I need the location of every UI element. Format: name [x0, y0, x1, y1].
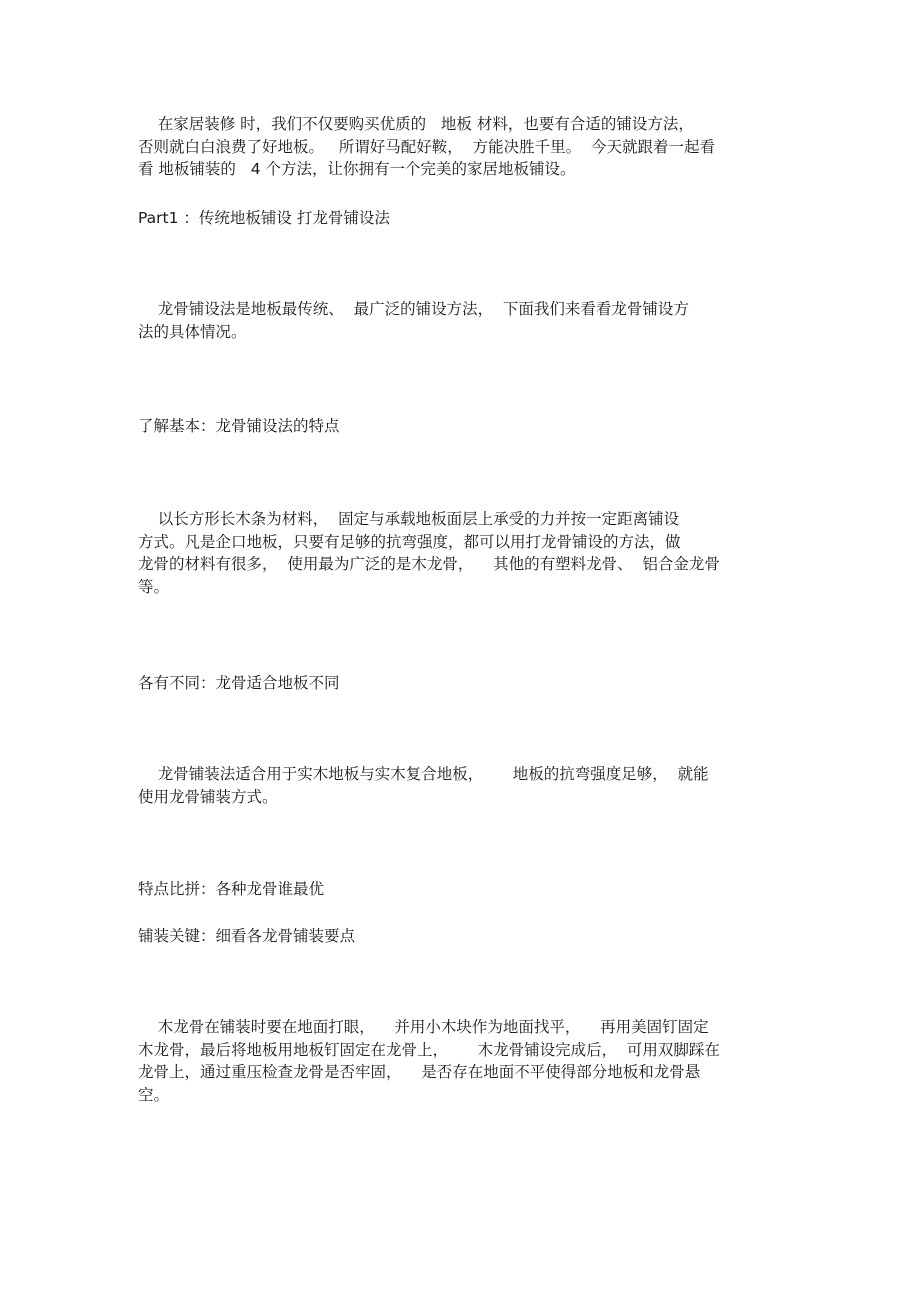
suitability-paragraph	[138, 763, 783, 808]
keel-features-paragraph	[138, 508, 783, 598]
text-line: 在家居装修 时，我们不仅要购买优质的 地板 材料，也要有合适的铺设方法，	[138, 115, 694, 133]
text-line: 空。	[138, 1085, 170, 1104]
text-line: 龙骨铺设法是地板最传统、 最广泛的铺设方法， 下面我们来看看龙骨铺设方	[138, 300, 689, 318]
subheading-differences: 各有不同：龙骨适合地板不同	[138, 674, 340, 692]
text-line: 龙骨的材料有很多， 使用最为广泛的是木龙骨， 其他的有塑料龙骨、 铝合金龙骨	[138, 555, 720, 573]
text-line: 法的具体情况。	[138, 322, 247, 341]
intro-paragraph	[138, 113, 783, 181]
text-line: 方式。凡是企口地板，只要有足够的抗弯强度，都可以用打龙骨铺设的方法，做	[138, 532, 681, 551]
text-line: 龙骨铺装法适合用于实木地板与实木复合地板， 地板的抗弯强度足够， 就能	[138, 765, 709, 783]
text-line: 木龙骨在铺装时要在地面打眼， 并用小木块作为地面找平， 再用美固钉固定	[138, 1018, 709, 1036]
text-line: 等。	[138, 577, 170, 596]
text-line: 以长方形长木条为材料， 固定与承载地板面层上承受的力并按一定距离铺设	[138, 510, 680, 528]
section-heading-part1: Part1 ：传统地板铺设 打龙骨铺设法	[138, 209, 390, 227]
wood-keel-paragraph	[138, 1016, 783, 1106]
keel-intro-paragraph	[138, 298, 783, 343]
text-line: 木龙骨，最后将地板用地板钉固定在龙骨上， 木龙骨铺设完成后， 可用双脚踩在	[138, 1040, 720, 1059]
subheading-key-points: 铺装关键：细看各龙骨铺装要点	[138, 927, 356, 945]
text-line: 龙骨上，通过重压检查龙骨是否牢固， 是否存在地面不平使得部分地板和龙骨悬	[138, 1063, 701, 1081]
text-line: 使用龙骨铺装方式。	[138, 787, 278, 806]
subheading-basics: 了解基本：龙骨铺设法的特点	[138, 417, 340, 435]
text-line: 看 地板铺装的 4 个方法，让你拥有一个完美的家居地板铺设。	[138, 160, 576, 178]
text-line: 否则就白白浪费了好地板。 所谓好马配好鞍， 方能决胜千里。 今天就跟着一起看	[138, 137, 715, 156]
subheading-comparison: 特点比拼：各种龙骨谁最优	[138, 880, 325, 898]
